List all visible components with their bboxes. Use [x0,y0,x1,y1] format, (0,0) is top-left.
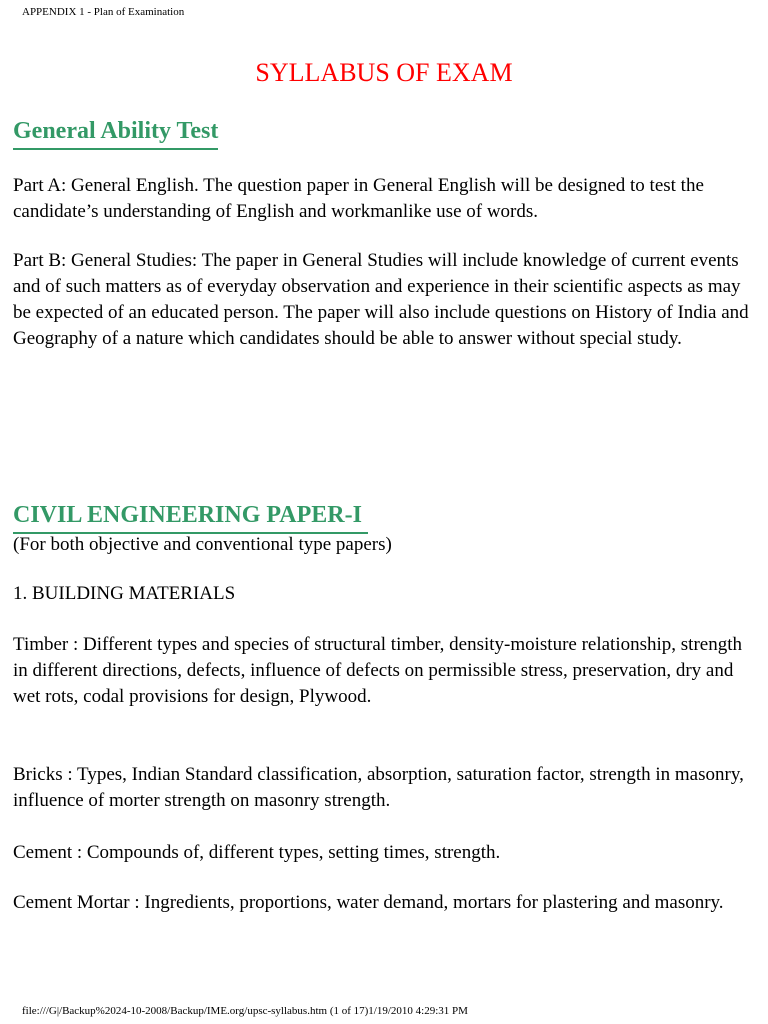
section-heading-general-ability-test: General Ability Test [13,116,218,150]
page-footer: file:///G|/Backup%2024-10-2008/Backup/IME.org/upsc-syllabus.htm (1 of 17)1/19/2010 4:29:31 PM [22,1005,468,1017]
running-header: APPENDIX 1 - Plan of Examination [22,6,185,18]
section-subtitle: (For both objective and conventional type papers) [13,534,392,555]
paragraph-cement: Cement : Compounds of, different types, setting times, strength. [13,842,501,863]
section-heading-civil-engineering: CIVIL ENGINEERING PAPER-I [13,500,368,534]
paragraph-bricks: Bricks : Types, Indian Standard classification, absorption, saturation factor, strength in masonry, influence of morter strength on masonry strength. [13,764,744,811]
page-title: SYLLABUS OF EXAM [255,58,513,87]
paragraph-part-b: Part B: General Studies: The paper in General Studies will include knowledge of current events and of such matters as of everyday observation and experience in their scientific aspects as may be expected of an educated person. The paper will also include questions on History of India and Geography of a nature which candidates should be able to answer without special study. [13,250,749,349]
paragraph-part-a: Part A: General English. The question paper in General English will be designed to test the candidate’s understanding of English and workmanlike use of words. [13,175,704,222]
paragraph-timber: Timber : Different types and species of structural timber, density-moisture relationship, strength in different directions, defects, influence of defects on permissible stress, preservation, dry and wet rots, codal provisions for design, Plywood. [13,634,743,707]
paragraph-cement-mortar: Cement Mortar : Ingredients, proportions, water demand, mortars for plastering and masonry. [13,892,724,913]
subsection-heading-building-materials: 1. BUILDING MATERIALS [13,583,236,604]
